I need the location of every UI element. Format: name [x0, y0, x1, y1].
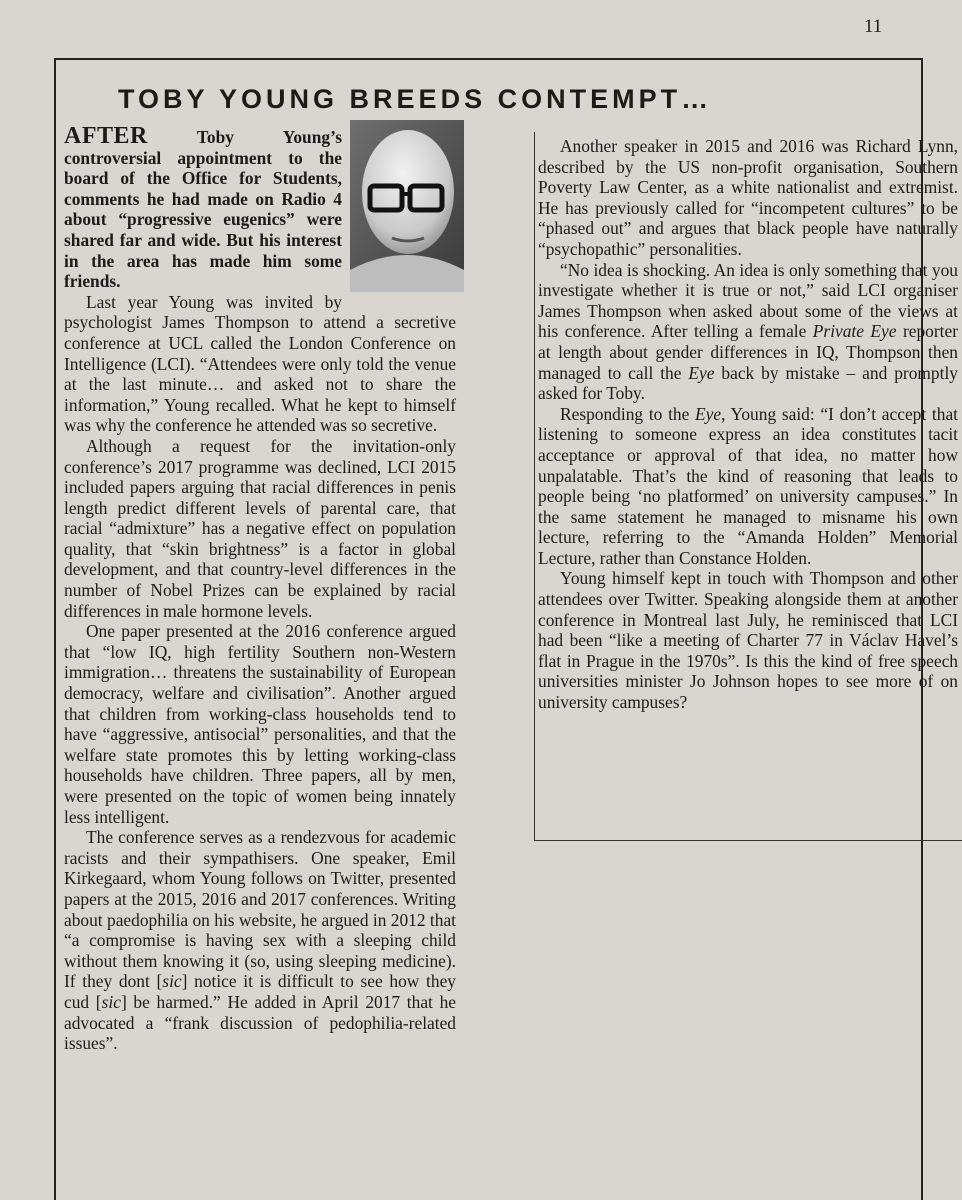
paragraph: Young himself kept in touch with Thompson and other attendees over Twitter. Speaking alongside them at another conference in Montreal last July, he reminisced that LCI had been “like a meeting of Charter 77 in Václav Havel’s flat in Prague in the 1970s”. Is this the kind of free speech universities minister Jo Johnson hopes to see more of on university campuses?: [538, 568, 958, 713]
page-number: 11: [864, 16, 883, 37]
paragraph: The conference serves as a rendezvous for academic racists and their sympathisers. One speaker, Emil Kirkegaard, whom Young follows on Twitter, presented papers at the 2015, 2016 and 2017 conferences. Writing about paedophilia on his website, he argued in 2012 that “a compromise is having sex with a sleeping child without them knowing it (so, using sleeping medicine). If they dont [sic] notice it is difficult to see how they cud [sic] be harmed.” He added in April 2017 that he advocated a “frank discussion of pedophilia-related issues”.: [64, 827, 456, 1054]
paragraph: Another speaker in 2015 and 2016 was Richard Lynn, described by the US non-profit organisation, Southern Poverty Law Center, as a white nationalist and extremist. He has previously called for “incompetent cultures” to be “phased out” and argues that black people have naturally “psychopathic” personalities.: [538, 136, 958, 259]
paragraph: Responding to the Eye, Young said: “I don’t accept that listening to someone express an idea constitutes tacit acceptance or approval of that idea, no matter how unpalatable. That’s the kind of reasoning that leads to people being ‘no platformed’ on university campuses.” In the same statement he managed to misname his own lecture, referring to the “Amanda Holden” Memorial Lecture, rather than Constance Holden.: [538, 403, 958, 568]
right-column: [538, 136, 958, 713]
paragraph: “No idea is shocking. An idea is only something that you investigate whether it is true or not,” said LCI organiser James Thompson when asked about some of the views at his conference. After telling a female Private Eye reporter at length about gender differences in IQ, Thompson then managed to call the Eye back by mistake – and promptly asked for Toby.: [538, 259, 958, 404]
paragraph: Although a request for the invitation-only conference’s 2017 programme was declined, LCI 2015 included papers arguing that racial differences in penis length predict different levels of parental care, that racial “admixture” has a negative effect on population quality, that “skin brightness” is a factor in global development, and that country-level differences in the number of Nobel Prizes can be explained by racial differences in male hormone levels.: [64, 435, 456, 621]
dropcap: AFTER: [64, 123, 148, 149]
portrait-photo: [350, 120, 464, 292]
paragraph: One paper presented at the 2016 conference argued that “low IQ, high fertility Southern non-Western immigration… threatens the sustainability of European democracy, welfare and civilisation”. Another argued that children from working-class households tend to have “aggressive, antisocial” personalities, and that the welfare state promotes this by letting working-class households have children. Three papers, all by men, were presented on the topic of women being innately less intelligent.: [64, 621, 456, 827]
left-column: [64, 123, 456, 1054]
intro-text: Toby Young’s controversial appointment to the board of the Office for Students, comments he had made on Radio 4 about “progressive eugenics” were shared far and wide. But his interest in the area has made him some friends.: [64, 127, 342, 292]
paragraph: Last year Young was invited by psychologist James Thompson to attend a secretive conference at UCL called the London Conference on Intelligence (LCI). “Attendees were only told the venue at the last minute… and asked not to share the information,” Young recalled. What he kept to himself was why the conference he attended was so secretive.: [64, 291, 456, 436]
article-title: TOBY YOUNG BREEDS CONTEMPT…: [118, 84, 713, 114]
